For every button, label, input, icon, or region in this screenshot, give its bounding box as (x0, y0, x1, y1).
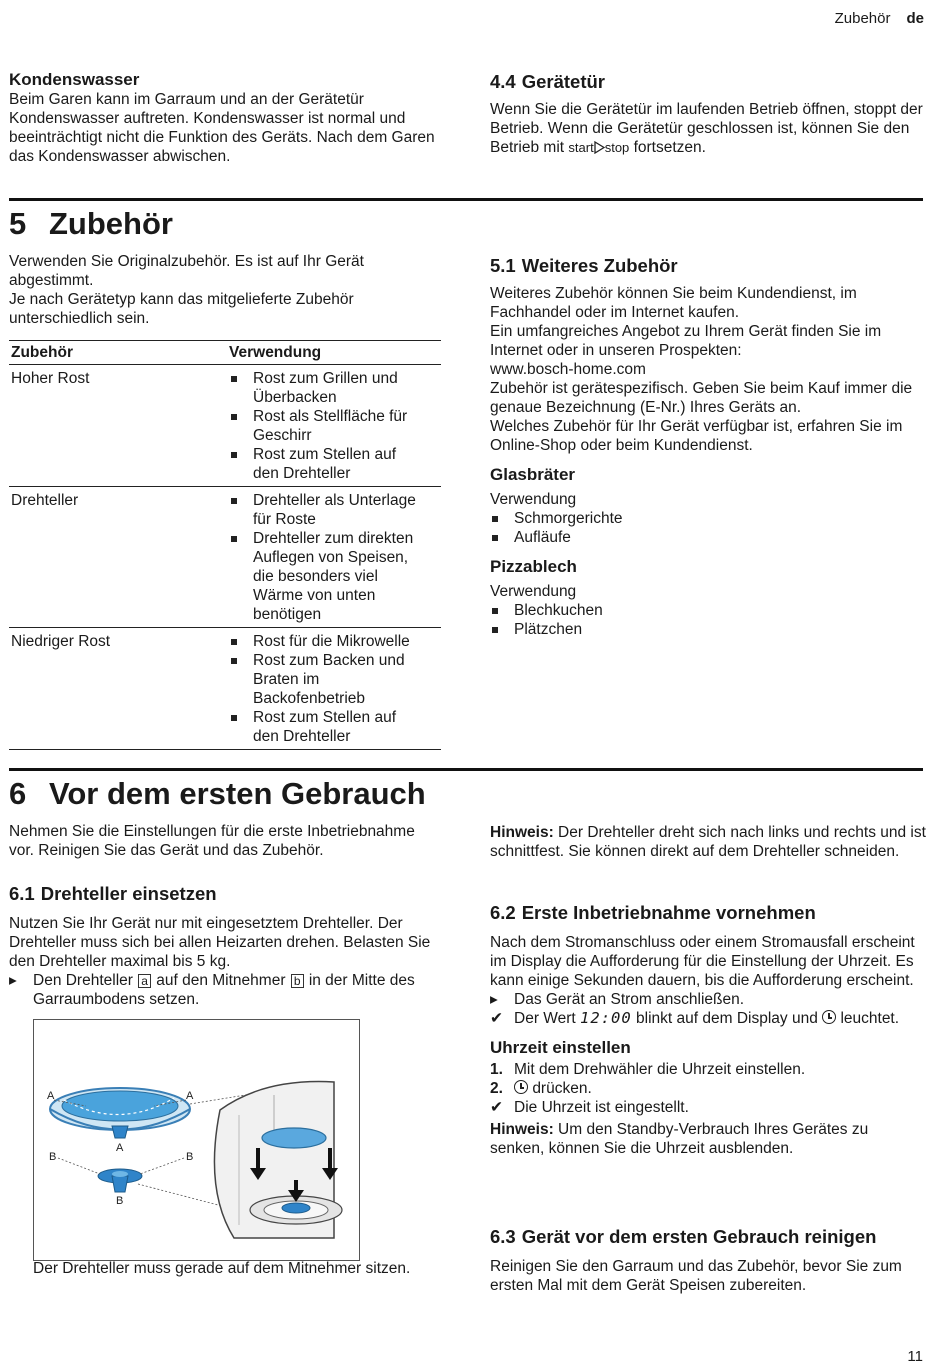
chapter-5 (9, 206, 449, 328)
table-header-zubehoer: Zubehör (9, 341, 227, 365)
glasbraeter-item: Aufläufe (490, 528, 926, 547)
uhrzeit-title: Uhrzeit einstellen (490, 1038, 631, 1057)
website-link[interactable]: www.bosch-home.com (490, 361, 646, 378)
hint-label: Hinweis: (490, 824, 554, 841)
hint-label: Hinweis: (490, 1121, 554, 1138)
use-item: Rost zum Stellen auf den Drehteller (229, 445, 419, 483)
page-number: 11 (907, 1348, 923, 1365)
section-5-1 (490, 255, 926, 639)
instruction-step: ▸ Den Drehteller a auf den Mitnehmer b in der Mitte des Garraumbodens setzen. (9, 972, 415, 1008)
use-item: Drehteller als Unterlage für Roste (229, 491, 419, 529)
kondenswasser-block (9, 70, 441, 166)
step-arrow-icon: ▸ (9, 972, 17, 989)
clock-icon (514, 1080, 528, 1094)
use-item: Rost zum Backen und Braten im Backofenbetrieb (229, 651, 419, 708)
section-4-4-title: 4.4 Gerätetür (490, 71, 605, 92)
glasbraeter-item: Schmorgerichte (490, 509, 926, 528)
check-icon: ✔ (490, 1099, 503, 1116)
chapter-6-title: 6 Vor dem ersten Gebrauch (9, 776, 426, 811)
turntable-figure (33, 1019, 360, 1261)
section-6-2-text: Nach dem Stromanschluss oder einem Stromausfall erscheint im Display die Aufforderung für die Einstellung der Uhrzeit. Es kann einige Sekunden dauern, bis die Aufforderung erscheint. (490, 934, 915, 989)
play-icon (594, 141, 605, 154)
numbered-step: 2. drücken. (490, 1080, 592, 1097)
section-6-3-text: Reinigen Sie den Garraum und das Zubehör, bevor Sie zum ersten Mal mit dem Gerät Speisen zubereiten. (490, 1258, 902, 1294)
chapter-rule-5 (9, 198, 923, 201)
use-item: Rost zum Grillen und Überbacken (229, 369, 419, 407)
pizzablech-item: Plätzchen (490, 620, 926, 639)
chapter-6-intro: Nehmen Sie die Einstellungen für die erste Inbetriebnahme vor. Reinigen Sie das Gerät und das Zubehör. (9, 823, 415, 859)
start-stop-symbol: start stop (568, 140, 630, 155)
mark-a: a (138, 974, 151, 988)
turntable-illustration (34, 1020, 359, 1260)
oven-interior-detail (214, 1082, 342, 1238)
section-6-2-title: 6.2 Erste Inbetriebnahme vornehmen (490, 902, 816, 923)
glasbraeter-label: Verwendung (490, 491, 577, 508)
table-header-verwendung: Verwendung (227, 341, 441, 365)
label-b-center: B (116, 1195, 124, 1207)
result-step: ✔ Die Uhrzeit ist eingestellt. (490, 1099, 689, 1116)
section-5-1-title: 5.1 Weiteres Zubehör (490, 255, 678, 276)
chapter-rule-6 (9, 768, 923, 771)
hint-turntable (490, 823, 926, 861)
figure-caption: Der Drehteller muss gerade auf dem Mitnehmer sitzen. (33, 1260, 411, 1277)
pizzablech-label: Verwendung (490, 583, 577, 600)
section-5-1-text4: Welches Zubehör für Ihr Gerät verfügbar ist, erfahren Sie im Online-Shop oder beim Kundendienst. (490, 418, 903, 454)
hint-text: Um den Standby-Verbrauch Ihres Gerätes zu senken, können Sie die Uhrzeit ausblenden. (490, 1121, 869, 1157)
accessory-name: Niedriger Rost (9, 628, 227, 750)
numbered-step: 1. Mit dem Drehwähler die Uhrzeit einstellen. (490, 1061, 806, 1078)
section-6-2 (490, 902, 926, 1158)
label-a-center: A (116, 1142, 124, 1154)
table-row (9, 628, 441, 750)
coupler-piece (98, 1169, 142, 1192)
clock-icon (822, 1010, 836, 1024)
kondenswasser-title: Kondenswasser (9, 70, 140, 89)
result-step: ✔ Der Wert 12:00 blinkt auf dem Display und leuchtet. (490, 1009, 900, 1027)
turntable-surface (62, 1091, 178, 1121)
section-4-4 (490, 71, 926, 157)
check-icon: ✔ (490, 1010, 503, 1027)
hint-text: Der Drehteller dreht sich nach links und rechts und ist schnittfest. Sie können direkt auf dem Drehteller schneiden. (490, 824, 926, 860)
section-6-1-title: 6.1 Drehteller einsetzen (9, 883, 217, 904)
header-lang: de (906, 10, 924, 27)
display-value: 12:00 (580, 1009, 632, 1027)
section-5-1-text3: Zubehör ist gerätespezifisch. Geben Sie beim Kauf immer die genaue Bezeichnung (E-Nr.) Ihres Geräts an. (490, 380, 913, 416)
section-6-3-title: 6.3 Gerät vor dem ersten Gebrauch reinigen (490, 1226, 877, 1247)
section-5-1-text2: Ein umfangreiches Angebot zu Ihrem Gerät finden Sie im Internet oder in unseren Prospekten: (490, 323, 882, 359)
pizzablech-title: Pizzablech (490, 557, 577, 576)
mark-b: b (291, 974, 304, 988)
use-item: Rost für die Mikrowelle (229, 632, 419, 651)
table-row (9, 365, 441, 487)
label-a-left: A (47, 1090, 55, 1102)
pizzablech-item: Blechkuchen (490, 601, 926, 620)
chapter-6 (9, 776, 449, 860)
glasbraeter-title: Glasbräter (490, 465, 576, 484)
accessory-name: Hoher Rost (9, 365, 227, 487)
label-a-right: A (186, 1090, 194, 1102)
running-header (835, 9, 924, 28)
instruction-step: ▸ Das Gerät an Strom anschließen. (490, 991, 745, 1008)
header-section: Zubehör (834, 10, 891, 27)
section-6-3 (490, 1226, 926, 1295)
table-row (9, 487, 441, 628)
section-6-1 (9, 883, 441, 1009)
accessory-name: Drehteller (9, 487, 227, 628)
chapter-5-intro1: Verwenden Sie Originalzubehör. Es ist auf Ihr Gerät abgestimmt. (9, 253, 364, 289)
section-4-4-text: Wenn Sie die Gerätetür im laufenden Betrieb öffnen, stoppt der Betrieb. Wenn die Gerätetür geschlossen ist, können Sie den Betrieb mit start stop fortsetzen. (490, 101, 923, 156)
use-item: Rost als Stellfläche für Geschirr (229, 407, 419, 445)
use-item: Drehteller zum direkten Auflegen von Speisen, die besonders viel Wärme von unten benötigen (229, 529, 419, 624)
accessory-table (9, 340, 441, 750)
label-b-right: B (186, 1151, 194, 1163)
kondenswasser-text: Beim Garen kann im Garraum und an der Gerätetür Kondenswasser auftreten. Kondenswasser ist normal und beeinträchtigt nicht die Funktion des Geräts. Nach dem Garen das Kondenswasser abwischen. (9, 91, 435, 165)
section-6-1-text: Nutzen Sie Ihr Gerät nur mit eingesetztem Drehteller. Der Drehteller muss sich bei allen Heizarten drehen. Belasten Sie den Drehteller maximal bis 5 kg. (9, 915, 431, 970)
chapter-5-intro2: Je nach Gerätetyp kann das mitgelieferte Zubehör unterschiedlich sein. (9, 291, 354, 327)
use-item: Rost zum Stellen auf den Drehteller (229, 708, 419, 746)
step-arrow-icon: ▸ (490, 991, 498, 1008)
label-b-left: B (49, 1151, 57, 1163)
chapter-5-title: 5 Zubehör (9, 206, 173, 241)
section-5-1-text1: Weiteres Zubehör können Sie beim Kundendienst, im Fachhandel oder im Internet kaufen. (490, 285, 857, 321)
